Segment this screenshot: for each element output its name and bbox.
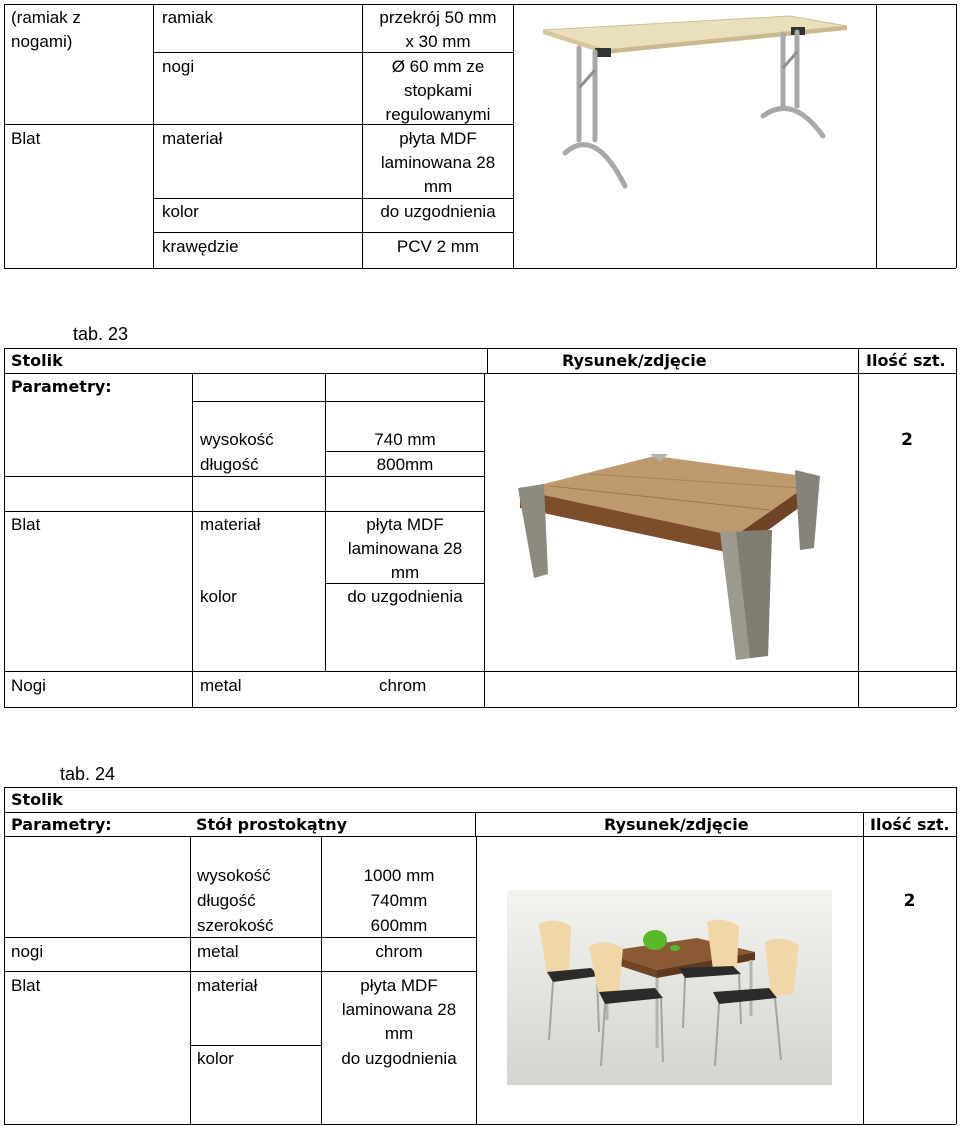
width-label: szerokość (197, 916, 274, 935)
material-value: płyta MDF laminowana 28 mm (341, 976, 457, 1043)
color-label: kolor (200, 587, 237, 606)
parameters-label: Parametry: (11, 377, 112, 396)
quantity-value: 2 (903, 891, 916, 911)
table-caption-24: tab. 24 (60, 764, 116, 784)
color-value: do uzgodnienia (341, 1049, 457, 1068)
folding-table-image (535, 8, 855, 193)
header-quantity: Ilość szt. (870, 815, 950, 834)
header-quantity: Ilość szt. (866, 351, 946, 370)
legs-material: metal (197, 942, 239, 961)
length-value: 740mm (370, 891, 428, 910)
material-label: materiał (162, 129, 223, 148)
legs-material: metal (200, 676, 242, 695)
table-caption-23: tab. 23 (73, 324, 129, 344)
length-label: długość (197, 891, 256, 910)
section-title: Stolik (11, 790, 63, 809)
legs-label: Nogi (11, 676, 46, 695)
height-value: 1000 mm (363, 866, 435, 885)
frame-label: (ramiak z nogami) (11, 8, 81, 51)
quantity-value: 2 (901, 430, 913, 450)
color-label: kolor (197, 1049, 234, 1068)
header-title: Stolik (11, 351, 63, 370)
legs-value: chrom (375, 942, 423, 961)
header-picture: Rysunek/zdjęcie (562, 351, 707, 370)
coffee-table-image (510, 448, 830, 663)
material-label: materiał (197, 976, 258, 995)
height-label: wysokość (200, 430, 274, 449)
parameters-label: Parametry: (11, 815, 112, 834)
ramiak-label: ramiak (162, 8, 214, 27)
height-value: 740 mm (374, 430, 436, 449)
width-value: 600mm (370, 916, 428, 935)
nogi-label: nogi (162, 57, 195, 76)
blat-label: Blat (11, 976, 41, 995)
length-value: 800mm (376, 455, 434, 474)
krawedzie-label: krawędzie (162, 237, 239, 256)
blat-label: Blat (11, 129, 41, 148)
legs-value: chrom (379, 676, 427, 695)
kolor-label: kolor (162, 202, 199, 221)
material-value: płyta MDF laminowana 28 mm (380, 129, 496, 196)
material-value: płyta MDF laminowana 28 mm (347, 515, 463, 582)
material-label: materiał (200, 515, 261, 534)
krawedzie-value: PCV 2 mm (396, 237, 480, 256)
color-value: do uzgodnienia (347, 587, 463, 606)
product-name: Stół prostokątny (196, 815, 348, 834)
kolor-value: do uzgodnienia (380, 202, 496, 221)
dining-set-image (507, 890, 832, 1085)
height-label: wysokość (197, 866, 271, 885)
blat-label: Blat (11, 515, 41, 534)
ramiak-value: przekrój 50 mm x 30 mm (379, 8, 497, 51)
legs-label: nogi (11, 942, 44, 961)
nogi-value: Ø 60 mm ze stopkami regulowanymi (385, 57, 491, 124)
header-picture: Rysunek/zdjęcie (604, 815, 749, 834)
length-label: długość (200, 455, 259, 474)
